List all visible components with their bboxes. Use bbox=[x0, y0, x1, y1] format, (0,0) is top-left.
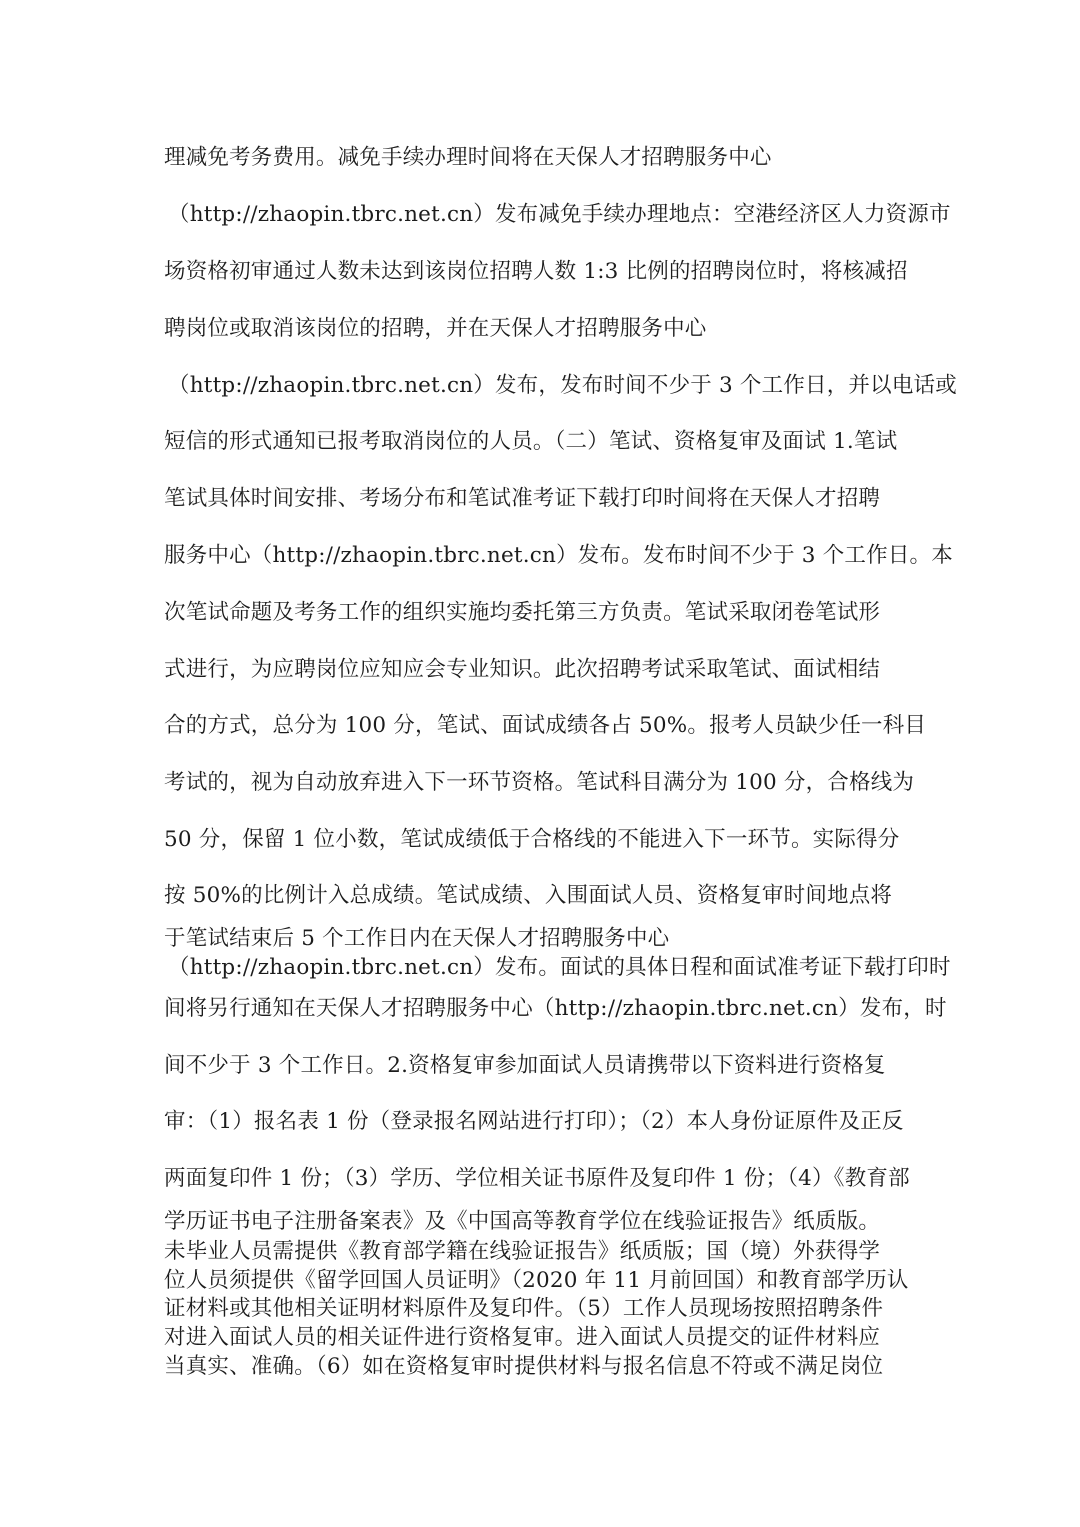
text-line: 位人员须提供《留学回国人员证明》（2020 年 11 月前回国）和教育部学历认 bbox=[164, 1268, 909, 1293]
text-line: 理减免考务费用。减免手续办理时间将在天保人才招聘服务中心 bbox=[164, 145, 772, 170]
text-line: 未毕业人员需提供《教育部学籍在线验证报告》纸质版；国（境）外获得学 bbox=[164, 1239, 881, 1264]
text-line: 式进行，为应聘岗位应知应会专业知识。此次招聘考试采取笔试、面试相结 bbox=[164, 657, 881, 682]
text-line: 两面复印件 1 份；（3）学历、学位相关证书原件及复印件 1 份；（4）《教育部 bbox=[164, 1166, 910, 1191]
text-line: 对进入面试人员的相关证件进行资格复审。进入面试人员提交的证件材料应 bbox=[164, 1325, 881, 1350]
text-line: 审：（1）报名表 1 份（登录报名网站进行打印）；（2）本人身份证原件及正反 bbox=[164, 1109, 904, 1134]
text-line: 间不少于 3 个工作日。2.资格复审参加面试人员请携带以下资料进行资格复 bbox=[164, 1053, 886, 1078]
text-line: 次笔试命题及考务工作的组织实施均委托第三方负责。笔试采取闭卷笔试形 bbox=[164, 600, 881, 625]
text-line: 考试的，视为自动放弃进入下一环节资格。笔试科目满分为 100 分，合格线为 bbox=[164, 770, 915, 795]
text-line: 间将另行通知在天保人才招聘服务中心（http://zhaopin.tbrc.net.cn）发布，时 bbox=[164, 996, 947, 1021]
text-line: 于笔试结束后 5 个工作日内在天保人才招聘服务中心 bbox=[164, 926, 670, 951]
text-line: 证材料或其他相关证明材料原件及复印件。（5）工作人员现场按照招聘条件 bbox=[164, 1296, 884, 1321]
text-line: 短信的形式通知已报考取消岗位的人员。（二）笔试、资格复审及面试 1.笔试 bbox=[164, 429, 898, 454]
text-line: 合的方式，总分为 100 分，笔试、面试成绩各占 50%。报考人员缺少任一科目 bbox=[164, 713, 927, 738]
text-line: 学历证书电子注册备案表》及《中国高等教育学位在线验证报告》纸质版。 bbox=[164, 1209, 881, 1234]
text-line: （http://zhaopin.tbrc.net.cn）发布减免手续办理地点：空港经济区人力资源市 bbox=[168, 202, 951, 227]
text-line: （http://zhaopin.tbrc.net.cn）发布，发布时间不少于 3 个工作日，并以电话或 bbox=[168, 373, 957, 398]
text-line: 50 分，保留 1 位小数，笔试成绩低于合格线的不能进入下一环节。实际得分 bbox=[164, 827, 900, 852]
text-line: （http://zhaopin.tbrc.net.cn）发布。面试的具体日程和面试准考证下载打印时 bbox=[168, 955, 951, 980]
text-line: 聘岗位或取消该岗位的招聘，并在天保人才招聘服务中心 bbox=[164, 316, 707, 341]
text-line: 笔试具体时间安排、考场分布和笔试准考证下载打印时间将在天保人才招聘 bbox=[164, 486, 881, 511]
text-line: 场资格初审通过人数未达到该岗位招聘人数 1:3 比例的招聘岗位时，将核减招 bbox=[164, 259, 908, 284]
text-line: 当真实、准确。（6）如在资格复审时提供材料与报名信息不符或不满足岗位 bbox=[164, 1354, 884, 1379]
text-line: 服务中心（http://zhaopin.tbrc.net.cn）发布。发布时间不少于 3 个工作日。本 bbox=[164, 543, 953, 568]
text-line: 按 50%的比例计入总成绩。笔试成绩、入围面试人员、资格复审时间地点将 bbox=[164, 883, 893, 908]
